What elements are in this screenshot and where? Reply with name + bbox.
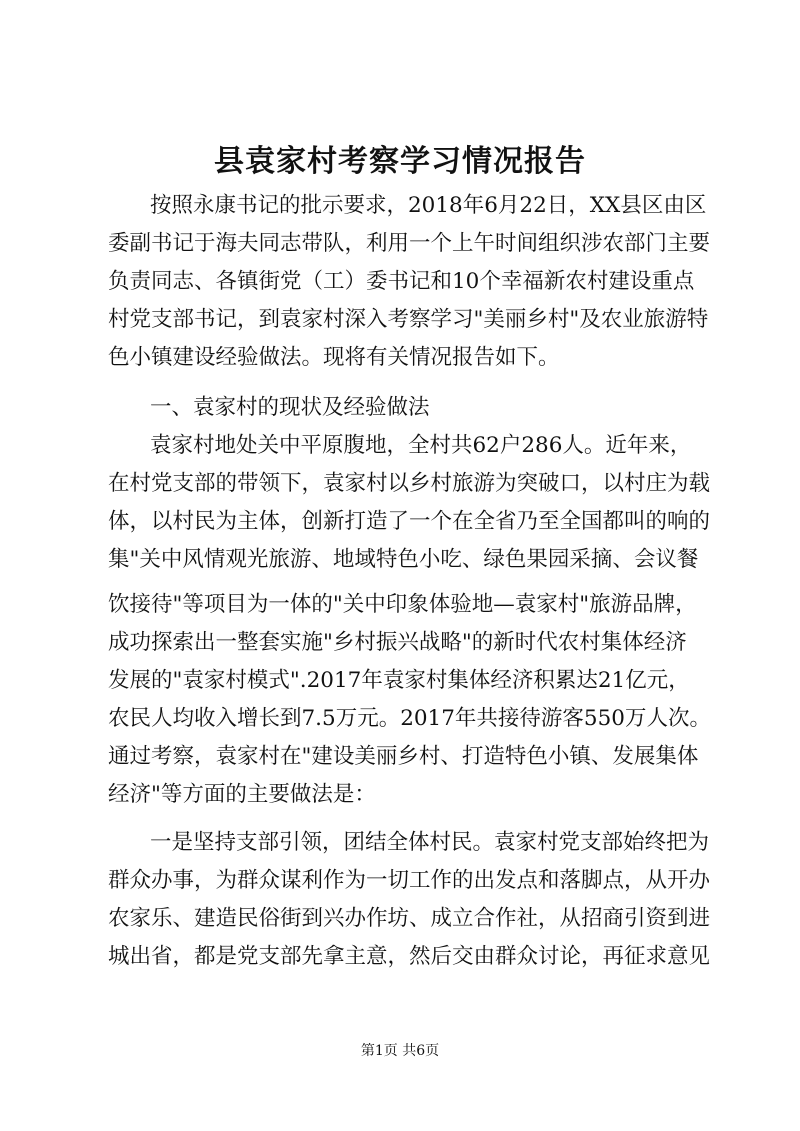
body-line: 袁家村地处关中平原腹地，全村共62户286人。近年来， — [150, 433, 692, 458]
body-line: 一是坚持支部引领，团结全体村民。袁家村党支部始终把为 — [150, 830, 710, 855]
body-line: 负责同志、各镇街党（工）委书记和10个幸福新农村建设重点 — [108, 269, 695, 294]
body-line: 通过考察，袁家村在"建设美丽乡村、打造特色小镇、发展集体 — [108, 744, 699, 769]
body-line: 委副书记于海夫同志带队，利用一个上午时间组织涉农部门主要 — [108, 231, 711, 256]
body-line: 经济"等方面的主要做法是： — [108, 782, 376, 807]
body-line: 村党支部书记，到袁家村深入考察学习"美丽乡村"及农业旅游特 — [108, 307, 709, 332]
body-line: 成功探索出一整套实施"乡村振兴战略"的新时代农村集体经济 — [108, 630, 687, 655]
document-title: 县袁家村考察学习情况报告 — [214, 144, 586, 179]
page-number: 第1页 共6页 — [360, 1043, 440, 1059]
body-line: 发展的"袁家村模式".2017年袁家村集体经济积累达21亿元， — [108, 668, 690, 693]
body-line: 按照永康书记的批示要求，2018年6月22日，XX县区由区 — [150, 193, 707, 218]
body-line: 农民人均收入增长到7.5万元。2017年共接待游客550万人次。 — [108, 706, 711, 731]
body-line: 体，以村民为主体，创新打造了一个在全省乃至全国都叫的响的 — [108, 509, 711, 534]
body-line: 色小镇建设经验做法。现将有关情况报告如下。 — [108, 345, 560, 370]
body-line: 饮接待"等项目为一体的"关中印象体验地—袁家村"旅游品牌， — [108, 592, 697, 617]
body-line: 在村党支部的带领下，袁家村以乡村旅游为突破口，以村庄为载 — [108, 471, 711, 496]
body-line: 群众办事，为群众谋利作为一切工作的出发点和落脚点，从开办 — [108, 868, 711, 893]
body-line: 集"关中风情观光旅游、地域特色小吃、绿色果园采摘、会议餐 — [108, 547, 699, 572]
section-heading: 一、袁家村的现状及经验做法 — [150, 395, 430, 420]
body-line: 城出省，都是党支部先拿主意，然后交由群众讨论，再征求意见 — [108, 944, 711, 969]
body-line: 农家乐、建造民俗街到兴办作坊、成立合作社，从招商引资到进 — [108, 906, 711, 931]
